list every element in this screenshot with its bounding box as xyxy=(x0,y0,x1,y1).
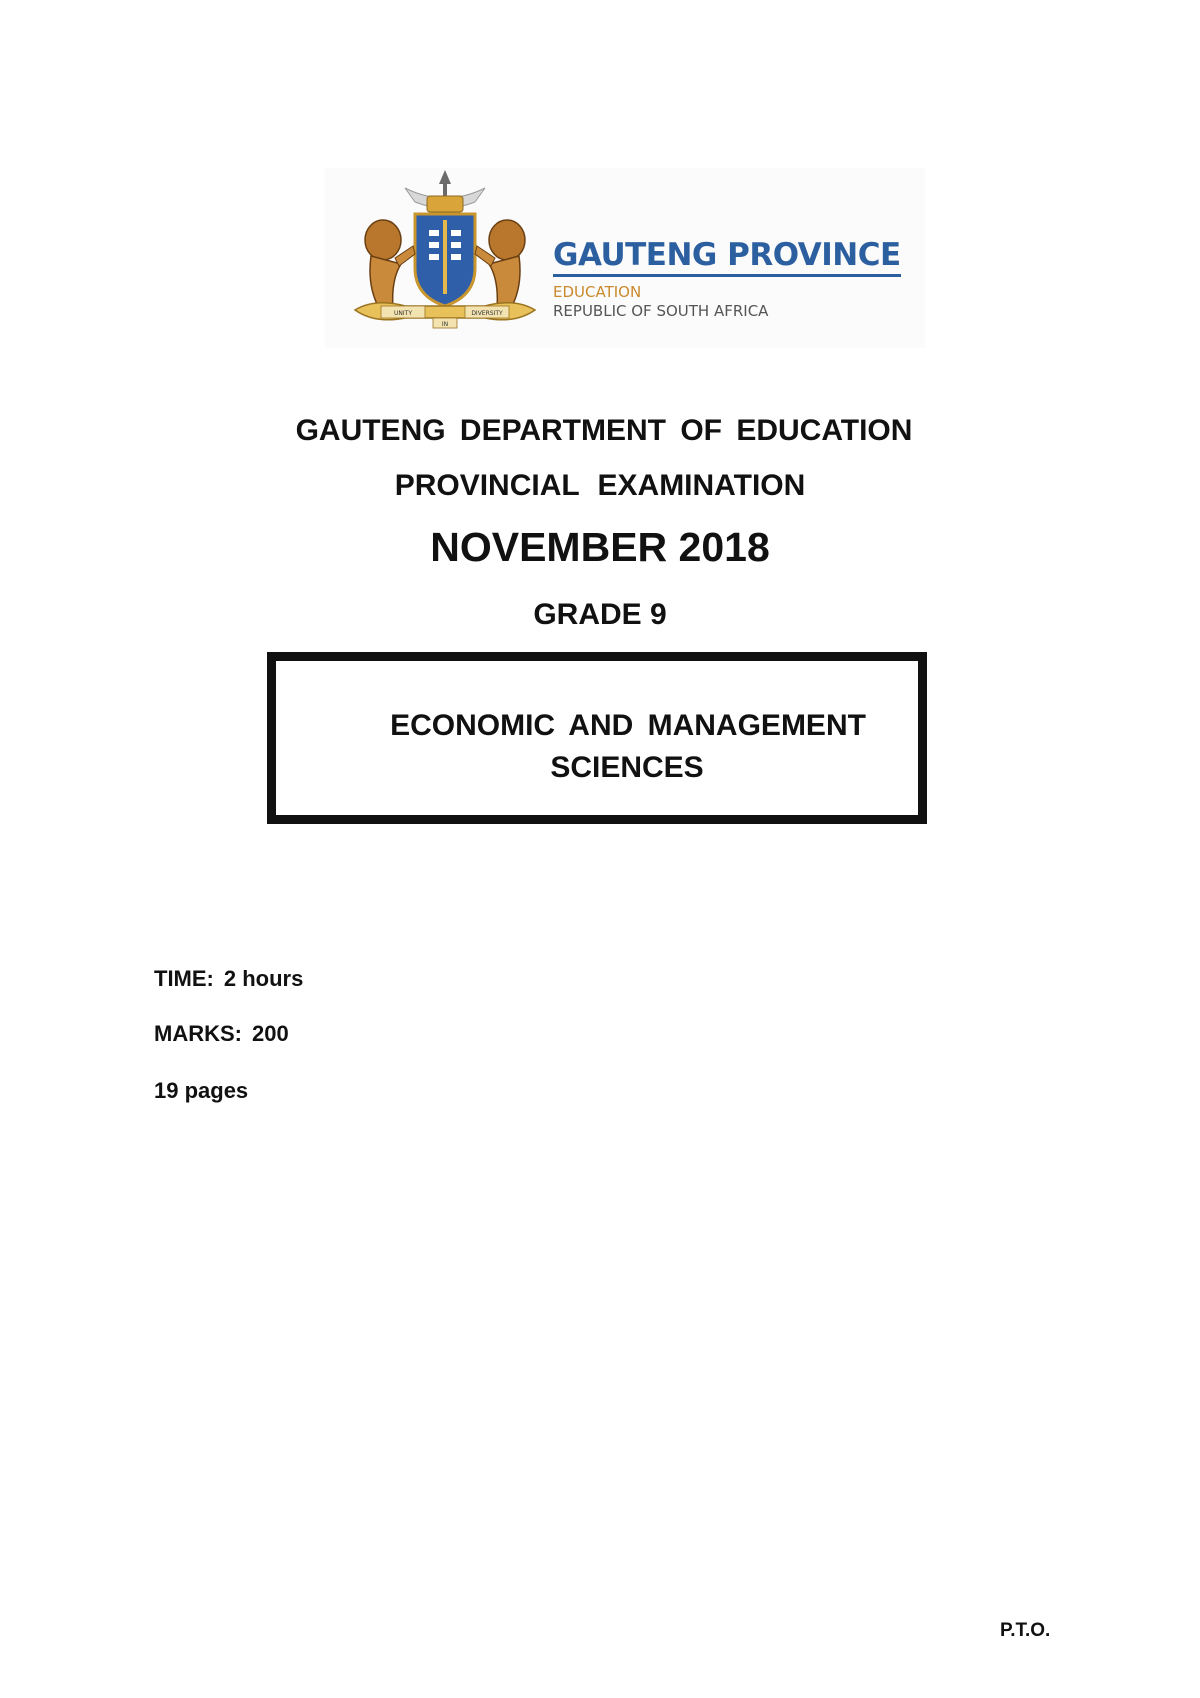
exam-time xyxy=(154,966,303,992)
grade-heading: GRADE 9 xyxy=(533,598,667,631)
department-heading: GAUTENG DEPARTMENT OF EDUCATION xyxy=(295,414,913,447)
logo-department-name: EDUCATION xyxy=(553,283,642,301)
motto-left-text: UNITY xyxy=(394,310,412,317)
page-count: 19 pages xyxy=(154,1078,249,1103)
gauteng-logo xyxy=(325,168,925,348)
motto-right-text: DIVERSITY xyxy=(471,310,503,317)
marks-value: 200 xyxy=(252,1021,289,1046)
logo-text-block xyxy=(553,238,901,321)
exam-marks xyxy=(154,1021,289,1047)
subject-title-line-2: SCIENCES xyxy=(550,751,704,784)
subject-title-line-1: ECONOMIC AND MANAGEMENT xyxy=(390,709,866,742)
logo-country-name: REPUBLIC OF SOUTH AFRICA xyxy=(553,302,769,320)
motto-middle-text: IN xyxy=(441,321,449,328)
time-label: TIME: xyxy=(154,966,214,991)
logo-province-name: GAUTENG PROVINCE xyxy=(553,238,901,277)
time-value: 2 hours xyxy=(223,966,304,991)
exam-type-heading: PROVINCIAL EXAMINATION xyxy=(394,469,806,502)
coat-of-arms-icon xyxy=(345,168,545,338)
subject-box xyxy=(267,652,927,824)
pto-footer: P.T.O. xyxy=(1000,1620,1051,1641)
exam-session-heading: NOVEMBER 2018 xyxy=(430,524,770,570)
marks-label: MARKS: xyxy=(154,1021,242,1046)
